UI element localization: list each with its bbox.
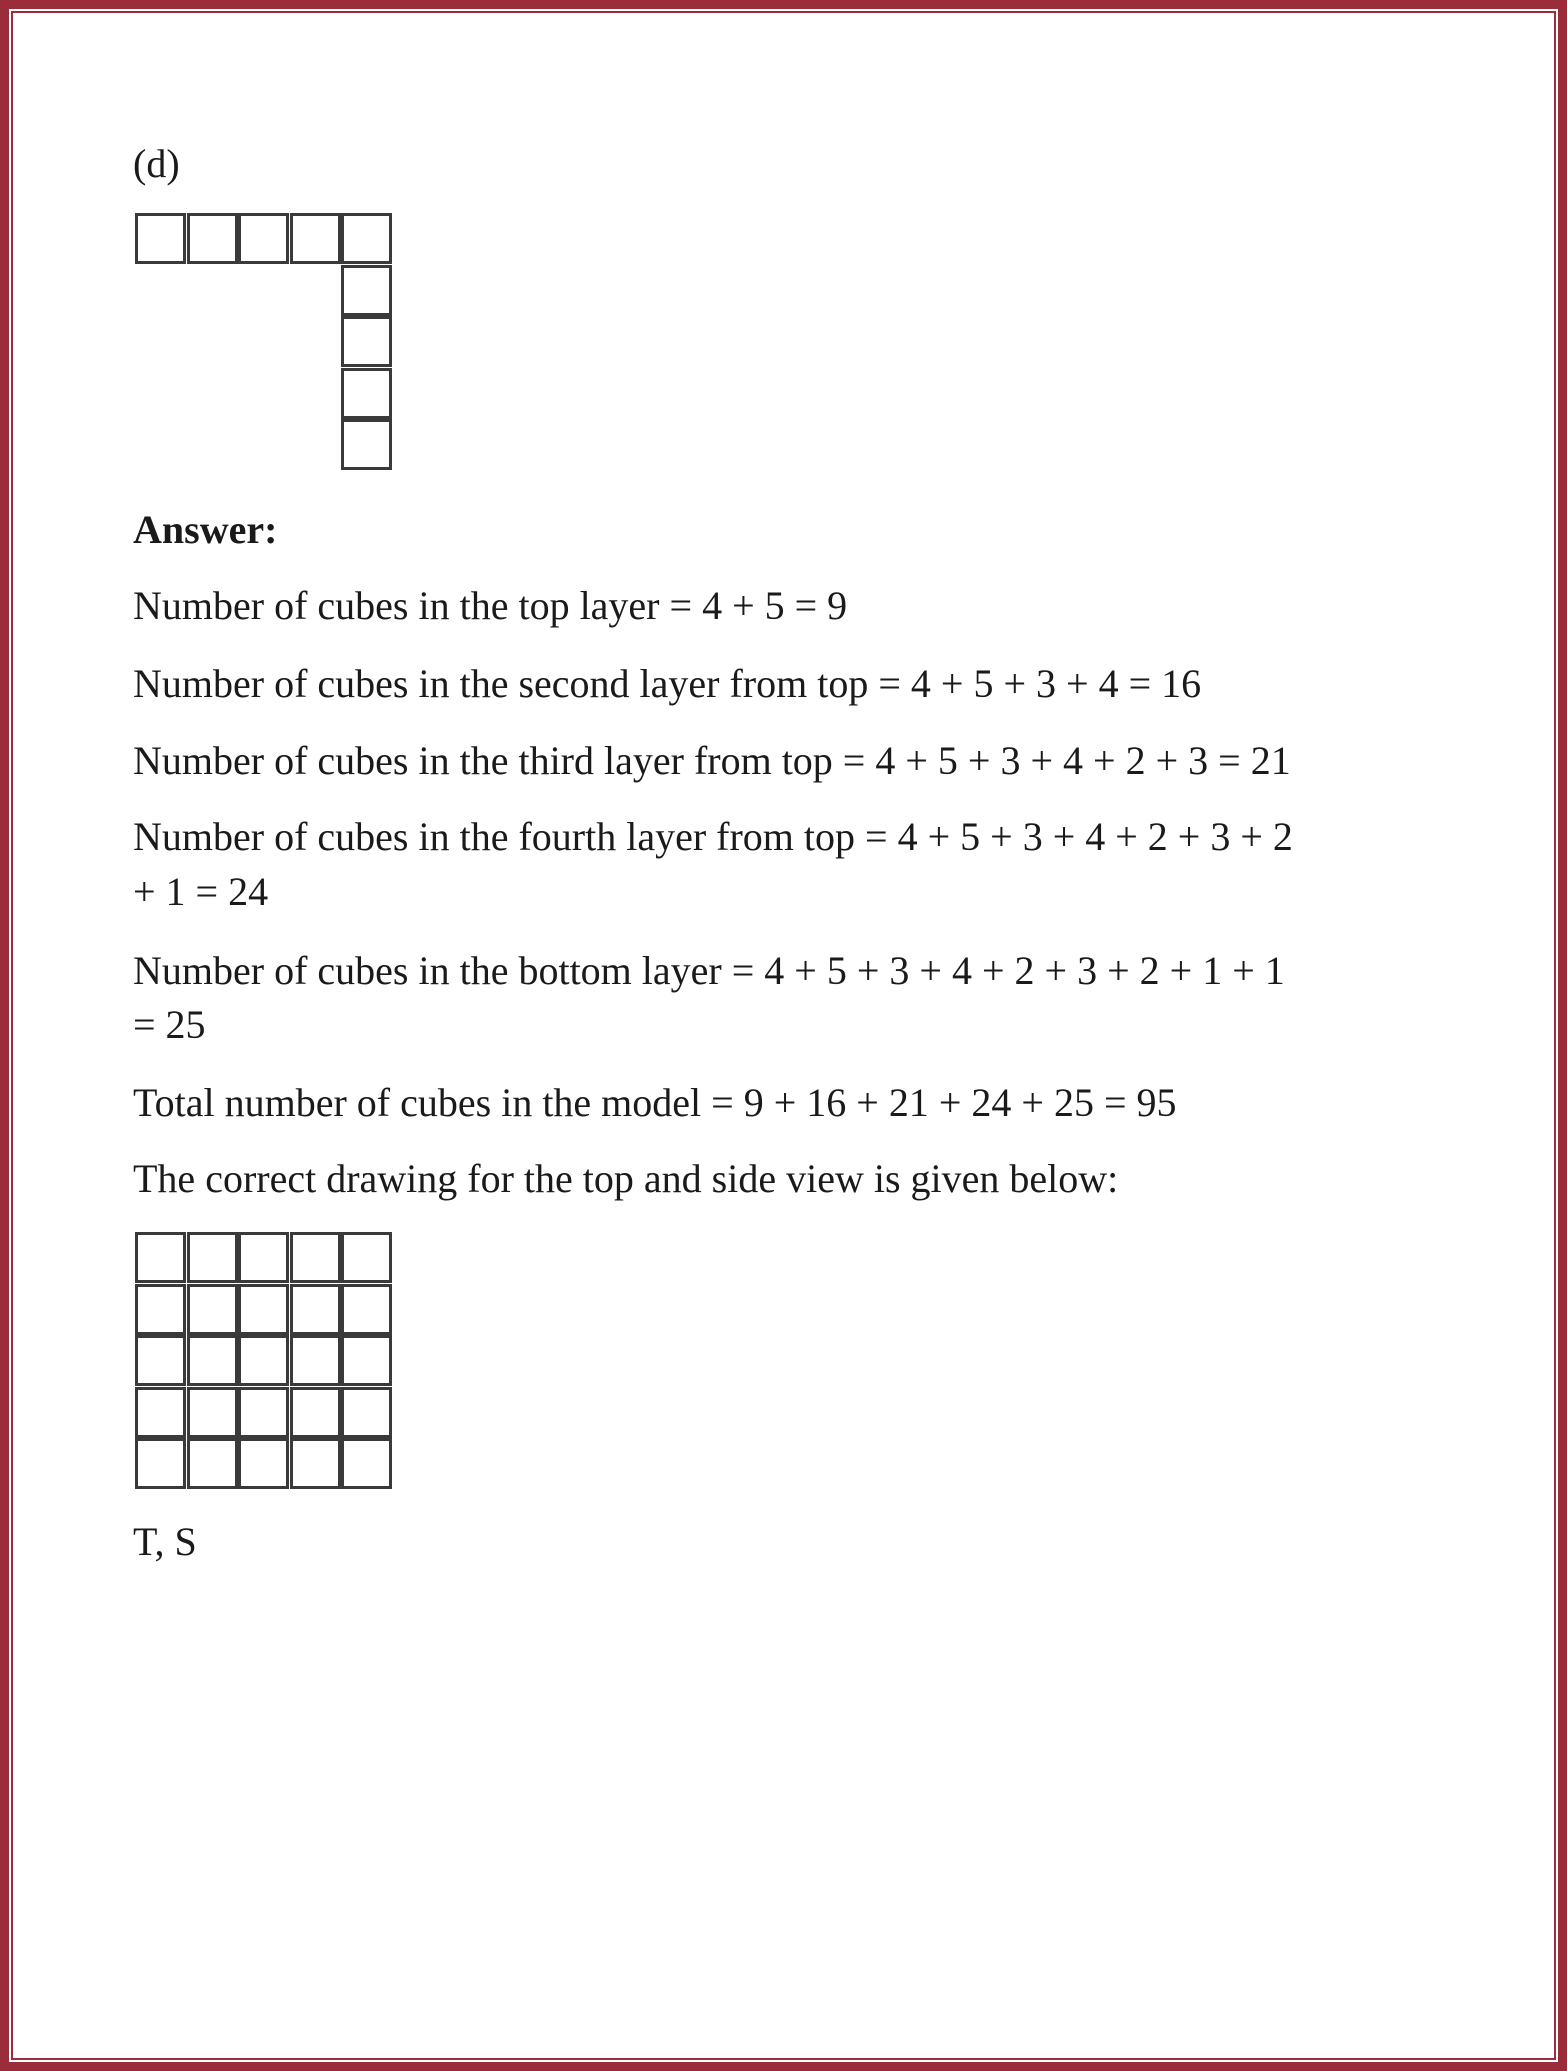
- grid-cell: [238, 1387, 289, 1438]
- grid-cell: [238, 1232, 289, 1283]
- page-inner-border: [11, 11, 1556, 2060]
- grid-cell: [290, 213, 341, 264]
- part-label: (d): [133, 141, 180, 186]
- grid-cell: [341, 1387, 392, 1438]
- grid-cell: [238, 1335, 289, 1386]
- grid-cell: [238, 1438, 289, 1489]
- grid-cell: [341, 1232, 392, 1283]
- line-fourth-layer-cont: + 1 = 24: [133, 869, 269, 914]
- grid-cell: [187, 1438, 238, 1489]
- grid-cell: [135, 1232, 186, 1283]
- grid-cell: [341, 368, 392, 419]
- grid-cell: [341, 265, 392, 316]
- grid-cell: [341, 213, 392, 264]
- grid-cell: [290, 1387, 341, 1438]
- grid-cell: [341, 419, 392, 470]
- grid-cell: [290, 1335, 341, 1386]
- line-bottom-layer: Number of cubes in the bottom layer = 4 + 5 + 3 + 4 + 2 + 3 + 2 + 1 + 1: [133, 948, 1285, 993]
- line-second-layer: Number of cubes in the second layer from top = 4 + 5 + 3 + 4 = 16: [133, 661, 1202, 706]
- grid-cell: [290, 1284, 341, 1335]
- grid-cell: [341, 1438, 392, 1489]
- line-bottom-layer-cont: = 25: [133, 1002, 206, 1047]
- line-drawing-intro: The correct drawing for the top and side view is given below:: [133, 1156, 1119, 1201]
- grid-cell: [238, 1284, 289, 1335]
- grid-cell: [135, 1438, 186, 1489]
- view-label: T, S: [133, 1519, 197, 1564]
- grid-cell: [187, 1387, 238, 1438]
- grid-cell: [135, 1387, 186, 1438]
- line-fourth-layer: Number of cubes in the fourth layer from top = 4 + 5 + 3 + 4 + 2 + 3 + 2: [133, 814, 1293, 859]
- grid-cell: [341, 1284, 392, 1335]
- grid-cell: [135, 1335, 186, 1386]
- line-total: Total number of cubes in the model = 9 + 16 + 21 + 24 + 25 = 95: [133, 1080, 1177, 1125]
- line-top-layer: Number of cubes in the top layer = 4 + 5 = 9: [133, 583, 848, 628]
- grid-cell: [290, 1438, 341, 1489]
- grid-cell: [238, 213, 289, 264]
- grid-cell: [341, 316, 392, 367]
- grid-cell: [341, 1335, 392, 1386]
- line-third-layer: Number of cubes in the third layer from top = 4 + 5 + 3 + 4 + 2 + 3 = 21: [133, 738, 1291, 783]
- grid-cell: [135, 1284, 186, 1335]
- grid-cell: [187, 1284, 238, 1335]
- grid-cell: [135, 213, 186, 264]
- grid-cell: [187, 1335, 238, 1386]
- grid-cell: [187, 1232, 238, 1283]
- grid-cell: [187, 213, 238, 264]
- answer-heading: Answer:: [133, 507, 278, 552]
- grid-cell: [290, 1232, 341, 1283]
